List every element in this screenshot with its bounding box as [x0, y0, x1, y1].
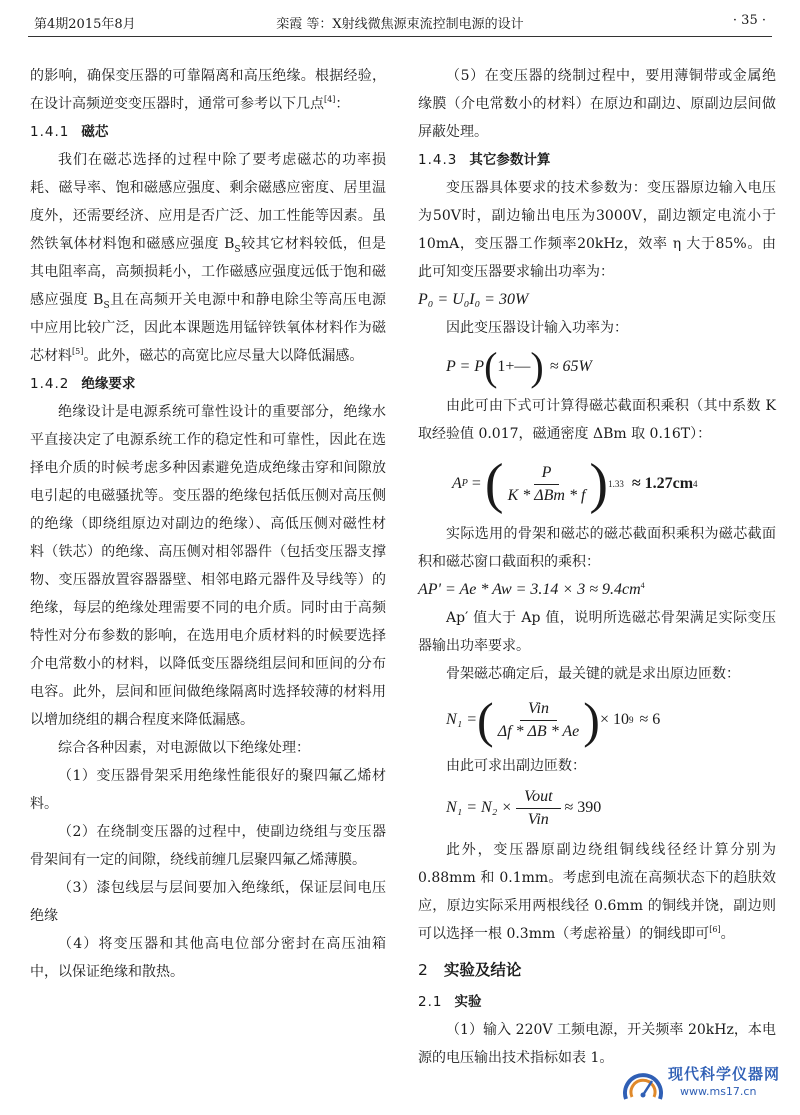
list-item: （3）漆包线层与层间要加入绝缘纸，保证层间电压绝缘: [30, 880, 386, 924]
watermark-name: 现代科学仪器网: [668, 1065, 781, 1083]
citation[interactable]: [5]: [72, 347, 84, 356]
article-title: 栾霞 等：X射线微焦源束流控制电源的设计: [276, 17, 524, 32]
watermark-url[interactable]: www.ms17.cn: [680, 1085, 757, 1098]
list-item: （1）变压器骨架采用绝缘性能很好的聚四氟乙烯材料。: [30, 768, 386, 812]
paragraph: 由此可求出副边匝数：: [446, 758, 586, 774]
section-heading-1-4-1: 1.4.1 磁芯: [30, 124, 109, 140]
page-number: · 35 ·: [732, 13, 766, 28]
paragraph: （1）输入 220V 工频电源，开关频率 20kHz，本电源的电压输出技术指标如表 1。: [418, 1022, 776, 1066]
site-watermark: [620, 1061, 792, 1105]
left-column: [30, 62, 386, 986]
running-header: [28, 10, 772, 37]
section-heading-2: 2 实验及结论: [418, 961, 522, 979]
issue-label: 第4期2015年8月: [34, 17, 136, 32]
equation-primary-turns: N₁ = ( $\frac{\text{Vin}}{\Delta f * \Delta B * Ae}$ ) × 10 9 ≈ 6: [446, 692, 661, 748]
equation-output-power: P₀ = U₀I₀ = 30W: [418, 291, 529, 308]
equation-actual-area: $AP' = Ae * Aw = 3.14 \times 3 \approx 9.4cm^4$: [418, 581, 645, 598]
paragraph: 由此可由下式可计算得磁芯截面积乘积（其中系数 K 取经验值 0.017，磁通密度 ΔBm 取 0.16T）：: [418, 398, 776, 442]
section-heading-1-4-3: 1.4.3 其它参数计算: [418, 152, 551, 168]
paragraph: 的影响，确保变压器的可靠隔离和高压绝缘。根据经验，在设计高频逆变变压器时，通常可参考以下几点[4]：: [30, 68, 386, 112]
equation-secondary-turns: N₁ = N₂ × $\frac{\text{Vout}}{\text{Vin}}$ ≈ 390: [446, 787, 602, 828]
equation-input-power: P = P ( 1+— ) ≈ 65W: [446, 344, 592, 389]
list-item: （5）在变压器的绕制过程中，要用薄铜带或金属绝缘膜（介电常数小的材料）在原边和副边、原副边层间做屏蔽处理。: [418, 68, 776, 140]
section-heading-2-1: 2.1 实验: [418, 994, 482, 1010]
paragraph: 骨架磁芯确定后，最关键的就是求出原边匝数：: [446, 666, 740, 682]
paragraph: 绝缘设计是电源系统可靠性设计的重要部分，绝缘水平直接决定了电源系统工作的稳定性和可靠性，因此在选择电介质的时候考虑多种因素避免造成绝缘击穿和间隙放电引起的电磁骚扰等。变压器的绝缘包括低压侧对高压侧的绝缘（即绕组原边对副边的绝缘）、高低压侧对磁性材料（铁芯）的绝缘、高压侧对相邻器件（包括变压器支撑物、变压器放置容器器壁、相邻电路元器件及导线等）的绝缘，每层的绝缘处理需要不同的电介质。同时由于高频特性对分布参数的影响，在选用电介质材料的时候要选择介电常数小的材料，以降低变压器绕组层间和匝间的分布电容。此外，层间和匝间做绝缘隔离时选择较薄的材料用以增加绕组的耦合程度来降低漏感。: [30, 404, 386, 728]
section-heading-1-4-2: 1.4.2 绝缘要求: [30, 376, 136, 392]
equation-core-area-product: A P = ( $\frac{P}{\text{K * ΔBm * f}}$ ) 1.33 ≈ 1.27cm 4: [452, 453, 698, 515]
watermark-logo-icon: [620, 1061, 666, 1105]
list-item: （2）在绕制变压器的过程中，使副边绕组与变压器骨架间有一定的间隙，绕线前缠几层聚四氟乙烯薄膜。: [30, 824, 386, 868]
paragraph: 实际选用的骨架和磁芯的磁芯截面积乘积为磁芯截面积和磁芯窗口截面积的乘积：: [418, 526, 776, 570]
citation[interactable]: [6]: [709, 925, 721, 934]
paragraph: Ap′ 值大于 Ap 值，说明所选磁芯骨架满足实际变压器输出功率要求。: [418, 610, 776, 654]
list-item: （4）将变压器和其他高电位部分密封在高压油箱中，以保证绝缘和散热。: [30, 936, 386, 980]
paragraph: 因此变压器设计输入功率为：: [446, 320, 628, 336]
paragraph: 变压器具体要求的技术参数为：变压器原边输入电压为50V时，副边输出电压为3000V，副边额定电流小于10mA，变压器工作频率20kHz，效率 η 大于85%。由此可知变压器要求输出功率为：: [418, 180, 776, 280]
paragraph: 我们在磁芯选择的过程中除了要考虑磁芯的功率损耗、磁导率、饱和磁感应强度、剩余磁感应密度、居里温度外，还需要经济、应用是否广泛、加工性能等因素。虽然铁氧体材料饱和磁感应强度 $B_S$较其它材料较低，但是其电阻率高，高频损耗小，工作磁感应强度远低于饱和磁感应强度 $B_S$且在高频开关电源中和静电除尘等高压电源中应用比较广泛，因此本课题选用锰锌铁氧体材料作为磁芯材料[5]。此外，磁芯的高宽比应尽量大以降低漏感。: [30, 152, 386, 364]
citation[interactable]: [4]: [324, 95, 336, 104]
right-column: [418, 62, 776, 1072]
paragraph: 综合各种因素，对电源做以下绝缘处理：: [58, 740, 310, 756]
paragraph: 此外，变压器原副边绕组铜线线径经计算分别为 0.88mm 和 0.1mm。考虑到电流在高频状态下的趋肤效应，原边实际采用两根线径 0.6mm 的铜线并饶，副边则可以选择一根 0.3mm（考虑裕量）的铜线即可[6]。: [418, 842, 776, 942]
